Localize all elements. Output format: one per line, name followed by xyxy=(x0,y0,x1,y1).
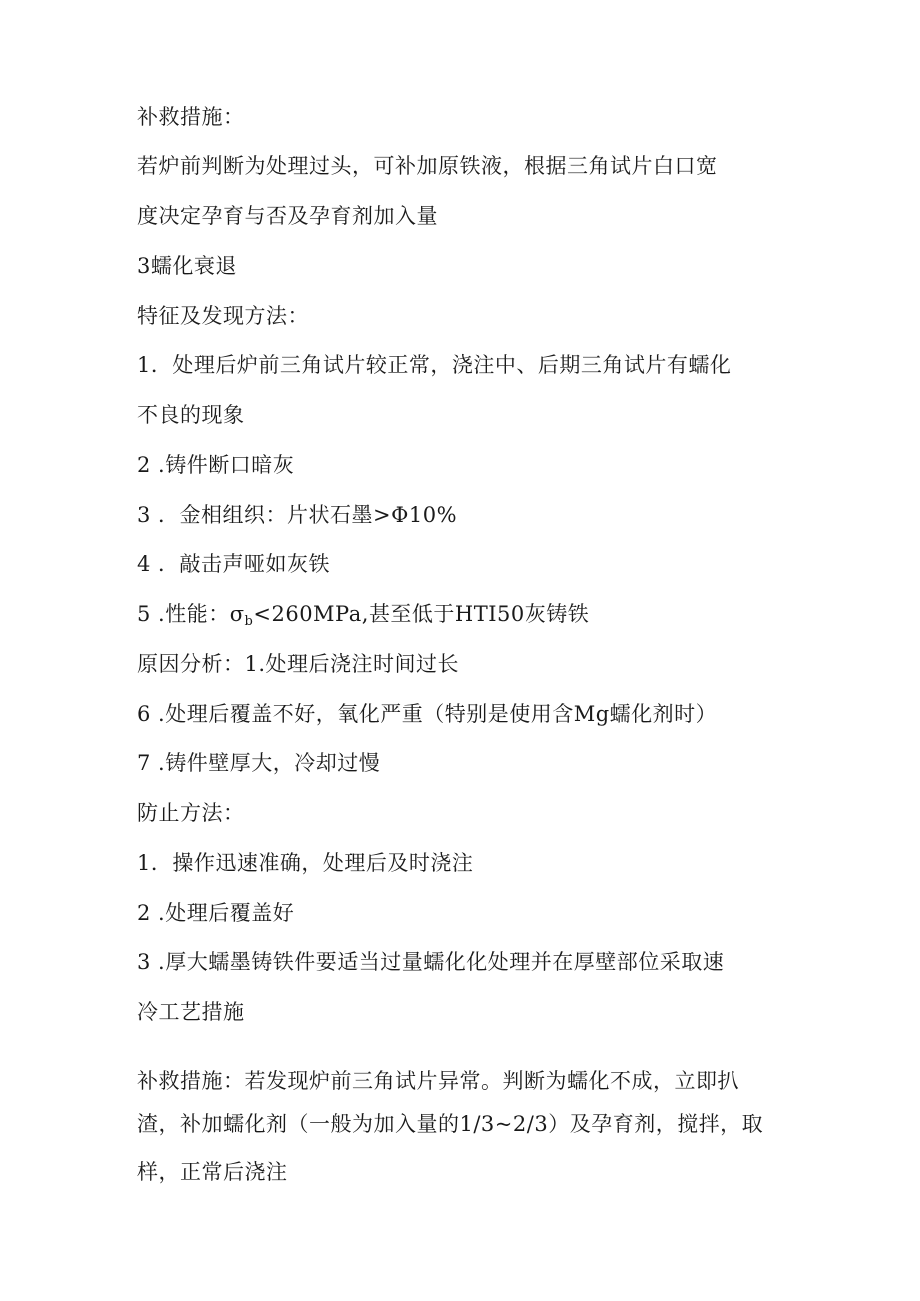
text-line: 补救措施： xyxy=(137,105,245,129)
text-line: 渣，补加蠕化剂（一般为加入量的1/3~2/3）及孕育剂，搅拌，取 xyxy=(137,1112,764,1136)
text-line: 7 .铸件壁厚大，冷却过慢 xyxy=(137,751,381,775)
text-line: 样，正常后浇注 xyxy=(137,1160,288,1184)
text-line: 不良的现象 xyxy=(137,403,245,427)
text-line: 若炉前判断为处理过头，可补加原铁液，根据三角试片白口宽 xyxy=(137,154,718,178)
text-line: 补救措施：若发现炉前三角试片异常。判断为蠕化不成，立即扒 xyxy=(137,1069,739,1093)
performance-prefix: 5 .性能：σ xyxy=(137,602,245,626)
performance-line xyxy=(137,601,589,635)
text-line: 6 .处理后覆盖不好，氧化严重（特别是使用含Mg蠕化剂时） xyxy=(137,702,718,726)
performance-suffix: <260MPa,甚至低于HTI50灰铸铁 xyxy=(253,602,590,626)
text-line: 特征及发现方法： xyxy=(137,304,309,328)
text-line: 冷工艺措施 xyxy=(137,1000,245,1024)
text-line: 2 .铸件断口暗灰 xyxy=(137,453,295,477)
text-line: 原因分析：1.处理后浇注时间过长 xyxy=(137,652,460,676)
text-line: 1．操作迅速准确，处理后及时浇注 xyxy=(137,851,474,875)
text-line: 防止方法： xyxy=(137,801,245,825)
performance-subscript: b xyxy=(244,614,254,629)
text-line: 3 ．金相组织：片状石墨>Φ10% xyxy=(137,503,458,527)
section-heading: 3蠕化衰退 xyxy=(137,254,237,278)
text-line: 2 .处理后覆盖好 xyxy=(137,901,295,925)
text-line: 4 ．敲击声哑如灰铁 xyxy=(137,552,331,576)
text-line: 3 .厚大蠕墨铸铁件要适当过量蠕化化处理并在厚壁部位采取速 xyxy=(137,950,725,974)
text-line: 1．处理后炉前三角试片较正常，浇注中、后期三角试片有蠕化 xyxy=(137,353,732,377)
text-line: 度决定孕育与否及孕育剂加入量 xyxy=(137,204,438,228)
